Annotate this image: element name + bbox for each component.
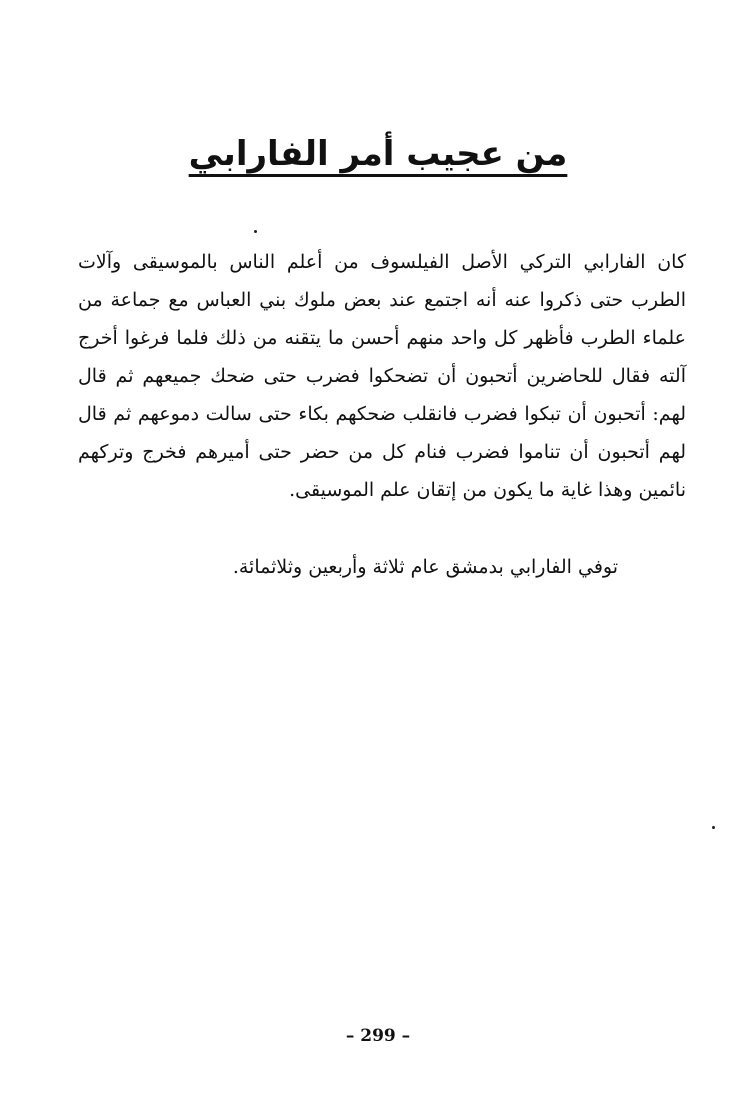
death-note: توفي الفارابي بدمشق عام ثلاثة وأربعين وثلاثمائة.	[232, 556, 618, 578]
main-paragraph: كان الفارابي التركي الأصل الفيلسوف من أعلم الناس بالموسيقى وآلات الطرب حتى ذكروا عنه أنه اجتمع عند بعض ملوك بني العباس مع جماعة من علماء الطرب فأظهر كل واحد منهم أحسن ما يتقنه من ذلك فلما فرغوا أخرج آلته فقال للحاضرين أتحبون أن تضحكوا فضرب حتى ضحك جميعهم ثم قال لهم: أتحبون أن تبكوا فضرب فانقلب ضحكهم بكاء حتى سالت دموعهم ثم قال لهم أتحبون أن تناموا فضرب فنام كل من حضر حتى أميرهم فخرج وتركهم نائمين وهذا غاية ما يكون من إتقان علم الموسيقى.	[78, 251, 686, 501]
page-title	[0, 128, 756, 180]
page-number: – 299 –	[345, 1026, 411, 1046]
page-title-text: من عجيب أمر الفارابي	[188, 134, 568, 174]
scan-speck	[712, 826, 715, 829]
scan-speck	[254, 230, 257, 233]
